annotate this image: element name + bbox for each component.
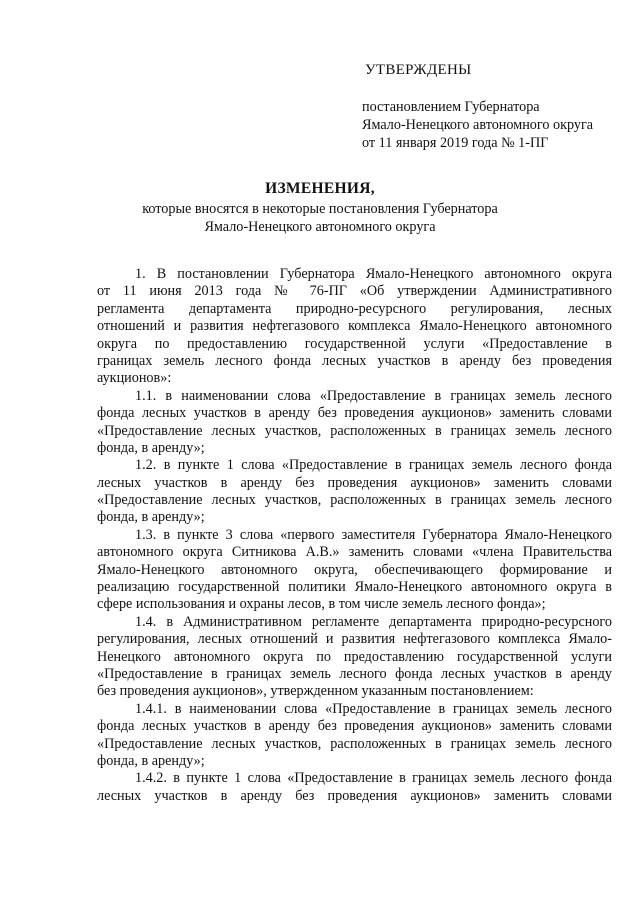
body-line: «Предоставление в границах земель лесного фонда лесных участков в аренду — [97, 665, 612, 682]
body-line: фонда, в аренду»; — [97, 439, 205, 456]
body-line: «Предоставление лесных участков, расположенных в границах земель лесного — [97, 492, 612, 509]
body-line: 1.4.1. в наименовании слова «Предоставление в границах земель лесного — [135, 700, 612, 717]
approval-line: Ямало-Ненецкого автономного округа — [362, 117, 594, 133]
body-line: от 11 июня 2013 года № 76-ПГ «Об утверждении Административного — [97, 283, 612, 300]
body-line: 1. В постановлении Губернатора Ямало-Ненецкого автономного округа — [135, 266, 612, 282]
body-line: регулирования, лесных отношений и развития нефтегазового комплекса Ямало- — [97, 631, 612, 648]
body-line: 1.3. в пункте 3 слова «первого заместителя Губернатора Ямало-Ненецкого — [135, 526, 612, 543]
body-line: «Предоставление лесных участков, расположенных в границах земель лесного — [97, 735, 612, 752]
body-line: границах земель лесного фонда лесных участков в аренду без проведения — [97, 352, 612, 369]
body-line: фонда, в аренду»; — [97, 752, 205, 769]
body-line: «Предоставление лесных участков, расположенных в границах земель лесного — [97, 422, 612, 439]
body-line: фонда лесных участков в аренду без проведения аукционов» заменить словами — [97, 405, 612, 422]
body-line: 1.1. в наименовании слова «Предоставление в границах земель лесного — [135, 387, 612, 404]
approval-line: от 11 января 2019 года № 1-ПГ — [362, 135, 549, 151]
body-line: фонда лесных участков в аренду без проведения аукционов» заменить словами — [97, 718, 612, 735]
approval-line: постановлением Губернатора — [362, 99, 540, 115]
body-line: аукционов»: — [97, 370, 172, 387]
body-line: 1.2. в пункте 1 слова «Предоставление в границах земель лесного фонда — [135, 457, 612, 474]
body-line: лесных участков в аренду без проведения аукционов» заменить словами — [97, 474, 612, 491]
body-line: отношений и развития нефтегазового комплекса Ямало-Ненецкого автономного — [97, 318, 612, 335]
body-line: сфере использования и охраны лесов, в том числе земель лесного фонда»; — [97, 596, 546, 613]
body-line: реализацию государственной политики Ямало-Ненецкого автономного округа в — [97, 579, 612, 596]
document-title: ИЗМЕНЕНИЯ, — [265, 180, 375, 197]
body-line: 1.4.2. в пункте 1 слова «Предоставление в границах земель лесного фонда — [135, 770, 612, 787]
body-line: фонда, в аренду»; — [97, 509, 205, 526]
body-line: Ненецкого автономного округа по предоставлению государственной услуги — [97, 648, 612, 665]
body-line: лесных участков в аренду без проведения аукционов» заменить словами — [97, 787, 612, 804]
approval-reference — [362, 98, 593, 152]
body-line: автономного округа Ситникова А.В.» заменить словами «члена Правительства — [97, 544, 612, 561]
approval-stamp-heading: УТВЕРЖДЕНЫ — [365, 62, 472, 78]
document-body — [97, 266, 612, 805]
subtitle-line: которые вносятся в некоторые постановления Губернатора — [142, 201, 498, 217]
body-line: регламента департамента природно-ресурсного регулирования, лесных — [97, 300, 612, 317]
body-line: Ямало-Ненецкого автономного округа, обеспечивающего формирование и — [97, 561, 612, 578]
body-line: округа по предоставлению государственной услуги «Предоставление в — [97, 335, 612, 352]
subtitle-line: Ямало-Ненецкого автономного округа — [204, 219, 436, 235]
body-line: без проведения аукционов», утвержденном указанным постановлением: — [97, 683, 534, 700]
document-subtitle — [0, 200, 640, 236]
body-line: 1.4. в Административном регламенте департамента природно-ресурсного — [135, 613, 612, 630]
